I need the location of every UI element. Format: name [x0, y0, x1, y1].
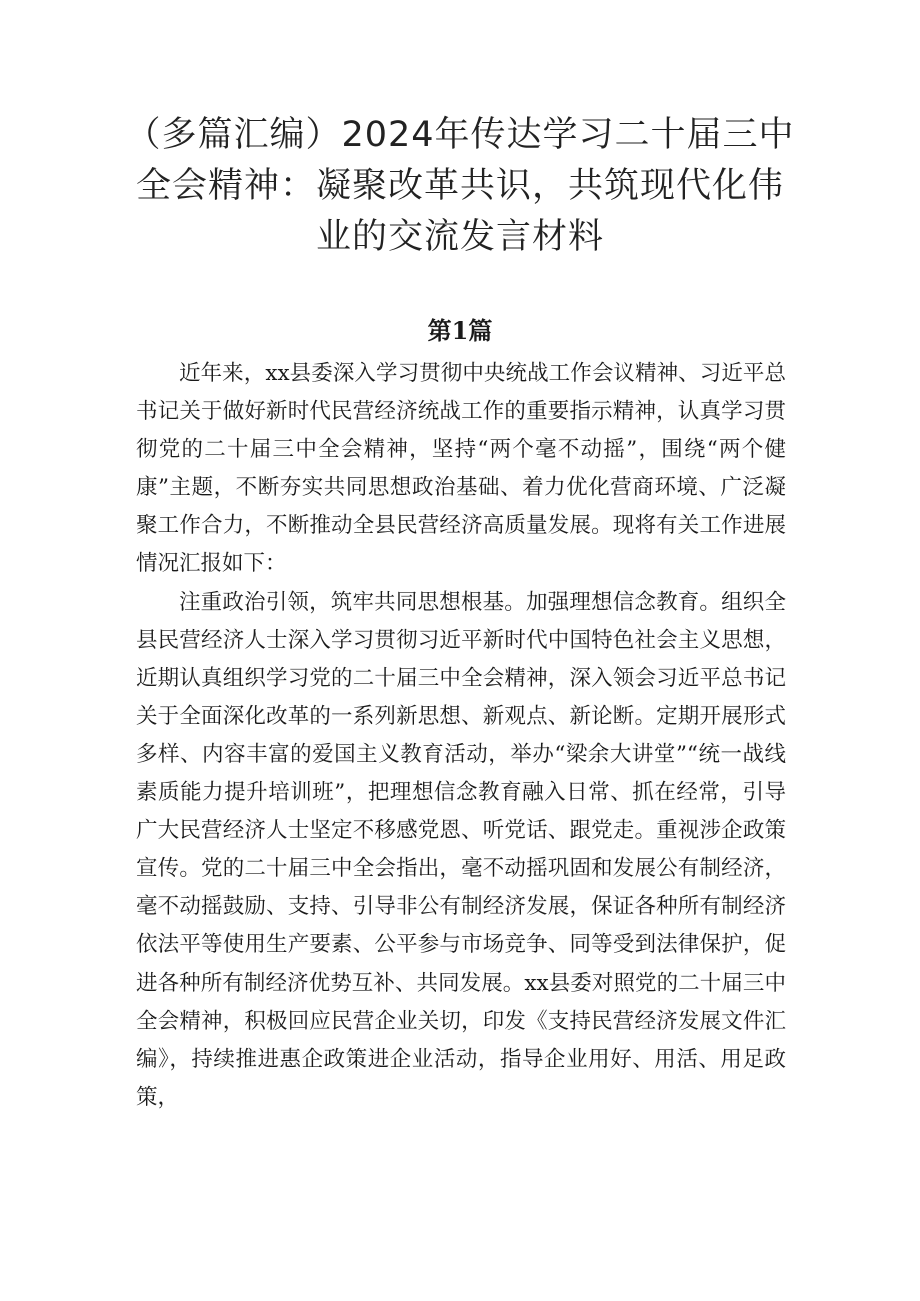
document-title: （多篇汇编）2024年传达学习二十届三中全会精神：凝聚改革共识，共筑现代化伟业的交流发言材料 — [125, 115, 795, 257]
body-paragraph: 近年来，xx县委深入学习贯彻中央统战工作会议精神、习近平总书记关于做好新时代民营经济统战工作的重要指示精神，认真学习贯彻党的二十届三中全会精神，坚持“两个毫不动摇”，围绕“两个健康”主题，不断夯实共同思想政治基础、着力优化营商环境、广泛凝聚工作合力，不断推动全县民营经济高质量发展。现将有关工作进展情况汇报如下： — [136, 361, 786, 577]
document-body — [136, 355, 786, 1117]
section-heading: 第1篇 — [427, 316, 493, 345]
body-paragraph: 注重政治引领，筑牢共同思想根基。加强理想信念教育。组织全县民营经济人士深入学习贯彻习近平新时代中国特色社会主义思想，近期认真组织学习党的二十届三中全会精神，深入领会习近平总书记关于全面深化改革的一系列新思想、新观点、新论断。定期开展形式多样、内容丰富的爱国主义教育活动，举办“梁余大讲堂”“统一战线素质能力提升培训班”，把理想信念教育融入日常、抓在经常，引导广大民营经济人士坚定不移感党恩、听党话、跟党走。重视涉企政策宣传。党的二十届三中全会指出，毫不动摇巩固和发展公有制经济，毫不动摇鼓励、支持、引导非公有制经济发展，保证各种所有制经济依法平等使用生产要素、公平参与市场竞争、同等受到法律保护，促进各种所有制经济优势互补、共同发展。xx县委对照党的二十届三中全会精神，积极回应民营企业关切，印发《支持民营经济发展文件汇编》，持续推进惠企政策进企业活动，指导企业用好、用活、用足政策， — [136, 589, 786, 1110]
